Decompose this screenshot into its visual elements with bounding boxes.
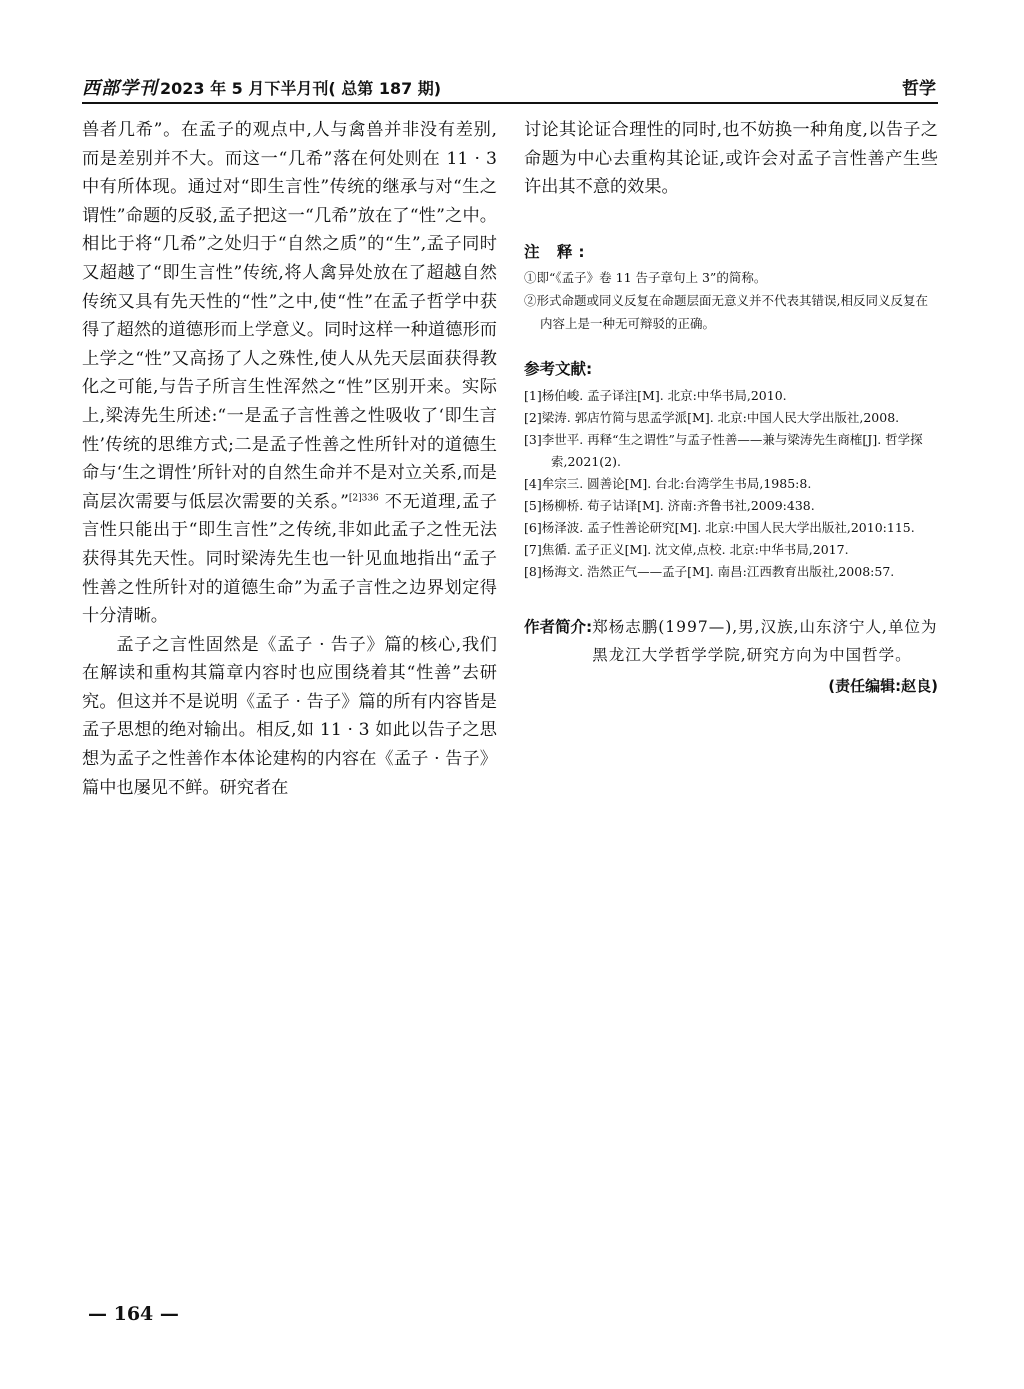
issue-info: 2023 年 5 月下半月刊( 总第 187 期) <box>160 79 442 98</box>
paragraph-1-tail: 不无道理,孟子言性只能出于“即生言性”之传统,非如此孟子之性无法获得其先天性。同时梁涛先生也一针见血地指出“孟子性善之性所针对的道德生命”为孟子言性之边界划定得十分清晰。 <box>82 491 497 627</box>
note-text: 即“《孟子》卷 11 告子章句上 3”的简称。 <box>536 269 767 285</box>
body-paragraph-1 <box>82 116 497 631</box>
right-column <box>524 116 938 696</box>
reference-item: [5]杨柳桥. 荀子诂译[M]. 济南:齐鲁书社,2009:438. <box>524 497 815 513</box>
note-item <box>524 266 938 289</box>
header-journal-info <box>82 74 441 100</box>
reference-item: [3]李世平. 再释“生之谓性”与孟子性善——兼与梁涛先生商榷[J]. 哲学探索,2021(2). <box>524 431 923 469</box>
responsible-editor: (责任编辑:赵良) <box>828 676 938 695</box>
body-paragraph-2: 孟子之言性固然是《孟子 · 告子》篇的核心,我们在解读和重构其篇章内容时也应围绕着其“性善”去研究。但这并不是说明《孟子 · 告子》篇的所有内容皆是孟子思想的绝对输出。相反,如 11 · 3 如此以告子之思想为孟子之性善作本体论建构的内容在《孟子 · 告子》篇中也屡见不鲜。研究者在 <box>82 634 497 798</box>
author-bio-text: 郑杨志鹏(1997—),男,汉族,山东济宁人,单位为黑龙江大学哲学学院,研究方向为中国哲学。 <box>592 617 938 664</box>
notes-title: 注 释: <box>524 242 591 261</box>
reference-item: [4]牟宗三. 圆善论[M]. 台北:台湾学生书局,1985:8. <box>524 475 812 491</box>
citation-marker: [2]336 <box>348 492 379 503</box>
reference-item: [2]梁涛. 郭店竹简与思孟学派[M]. 北京:中国人民大学出版社,2008. <box>524 409 900 425</box>
page-number: — 164 — <box>88 1303 179 1325</box>
reference-item: [6]杨泽波. 孟子性善论研究[M]. 北京:中国人民大学出版社,2010:115. <box>524 519 915 535</box>
references-list <box>524 385 938 583</box>
note-number: ② <box>524 292 537 308</box>
reference-item: [7]焦循. 孟子正义[M]. 沈文倬,点校. 北京:中华书局,2017. <box>524 541 849 557</box>
body-paragraph-continued: 讨论其论证合理性的同时,也不妨换一种角度,以告子之命题为中心去重构其论证,或许会对孟子言性善产生些许出其不意的效果。 <box>524 120 938 198</box>
references-title: 参考文献: <box>524 359 593 378</box>
section-label: 哲学 <box>902 79 936 99</box>
note-number: ① <box>524 269 537 285</box>
left-column <box>82 116 497 802</box>
reference-item: [1]杨伯峻. 孟子译注[M]. 北京:中华书局,2010. <box>524 387 787 403</box>
note-text: 形式命题或同义反复在命题层面无意义并不代表其错误,相反同义反复在内容上是一种无可辩驳的正确。 <box>536 292 928 331</box>
author-bio <box>524 613 938 669</box>
journal-name: 西部学刊 <box>82 78 158 99</box>
paragraph-1-text: 兽者几希”。在孟子的观点中,人与禽兽并非没有差别,而是差别并不大。而这一“几希”落在何处则在 11 · 3 中有所体现。通过对“即生言性”传统的继承与对“生之谓性”命题的反驳,孟子把这一“几希”放在了“性”之中。相比于将“几希”之处归于“自然之质”的“生”,孟子同时又超越了“即生言性”传统,将人禽异处放在了超越自然传统又具有先天性的“性”之中,使“性”在孟子哲学中获得了超然的道德形而上学意义。同时这样一种道德形而上学之“性”又高扬了人之殊性,使人从先天层面获得教化之可能,与告子所言生性浑然之“性”区别开来。实际上,梁涛先生所述:“一是孟子言性善之性吸收了‘即生言性’传统的思维方式;二是孟子性善之性所针对的道德生命与‘生之谓性’所针对的自然生命并不是对立关系,而是高层次需要与低层次需要的关系。” <box>82 120 497 512</box>
notes-list <box>524 266 938 335</box>
reference-item: [8]杨海文. 浩然正气——孟子[M]. 南昌:江西教育出版社,2008:57. <box>524 563 895 579</box>
note-item <box>524 289 938 335</box>
author-bio-label: 作者简介: <box>524 617 593 636</box>
page-header <box>82 66 938 104</box>
